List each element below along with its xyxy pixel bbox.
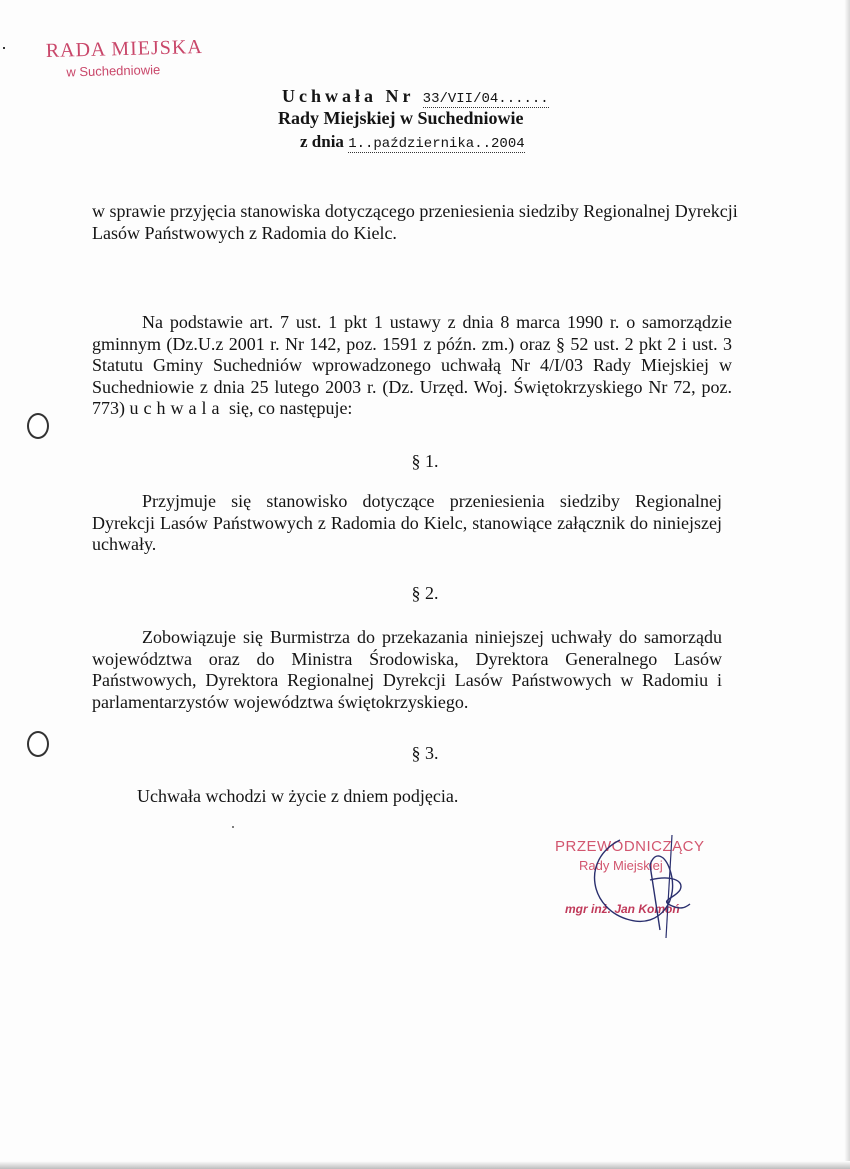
resolution-date-prefix: z dnia	[300, 132, 344, 151]
council-stamp-line2: w Suchedniowie	[66, 62, 161, 80]
resolution-date	[300, 132, 525, 152]
chairman-stamp-council: Rady Miejskiej	[579, 858, 663, 873]
section-2-mark: § 2.	[411, 583, 439, 603]
resolution-date-value: 1..października..2004	[348, 136, 525, 152]
section-1-text: Przyjmuje się stanowisko dotyczące przeniesienia siedziby Regionalnej Dyrekcji Lasów Państwowych z Radomia do Kielc, stanowiące załącznik do niniejszej uchwały.	[92, 491, 722, 554]
signature-stroke-loop	[595, 840, 673, 930]
chairman-stamp-name: mgr inż. Jan Komoń	[565, 902, 680, 916]
legal-basis-paragraph	[92, 312, 732, 420]
resolution-number-dots: ......	[498, 91, 549, 107]
legal-basis-text: Na podstawie art. 7 ust. 1 pkt 1 ustawy z dnia 8 marca 1990 r. o samorządzie gminnym (Dz.U.z 2001 r. Nr 142, poz. 1591 z późn. zm.) oraz § 52 ust. 2 pkt 2 i ust. 3 Statutu Gminy Suchedniów wprowadzonego uchwałą Nr 4/I/03 Rady Miejskiej w Suchedniowie z dnia 25 lutego 2003 r. (Dz. Urzęd. Woj. Świętokrzyskiego Nr 72, poz. 773)	[92, 312, 732, 418]
chairman-stamp-title: PRZEWODNICZĄCY	[555, 838, 705, 855]
legal-basis-spaced-word: uchwala	[129, 398, 225, 418]
council-name: Rady Miejskiej w Suchedniowie	[278, 108, 524, 128]
resolution-number: 33/VII/04	[422, 91, 499, 107]
resolution-subject: w sprawie przyjęcia stanowiska dotyczącego przeniesienia siedziby Regionalnej Dyrekcji Lasów Państwowych z Radomia do Kielc.	[92, 201, 738, 243]
section-1-mark: § 1.	[411, 451, 439, 471]
section-2	[92, 627, 722, 713]
page-edge-bottom	[0, 1161, 850, 1169]
legal-basis-ending: się, co następuje:	[228, 398, 353, 418]
resolution-title-prefix: Uchwała Nr	[282, 86, 415, 106]
handwritten-signature	[560, 820, 740, 940]
section-3-mark: § 3.	[411, 743, 439, 763]
council-stamp-line1: RADA MIEJSKA	[45, 35, 204, 63]
council-stamp	[46, 36, 204, 80]
section-2-text: Zobowiązuje się Burmistrza do przekazania niniejszej uchwały do samorządu województwa oraz do Ministra Środowiska, Dyrektora Generalnego Lasów Państwowych, Dyrektora Regionalnej Dyrekcji Lasów Państwowych w Radomiu i parlamentarzystów województwa świętokrzyskiego.	[92, 627, 722, 712]
punch-hole-top	[27, 413, 49, 439]
section-1	[92, 491, 722, 556]
resolution-title	[282, 86, 549, 107]
signature-stroke-vertical	[666, 835, 672, 938]
scan-speck	[3, 47, 5, 49]
legal-basis	[92, 312, 732, 420]
scan-speck	[232, 826, 234, 828]
section-3-text: Uchwała wchodzi w życie z dniem podjęcia.	[137, 786, 459, 806]
